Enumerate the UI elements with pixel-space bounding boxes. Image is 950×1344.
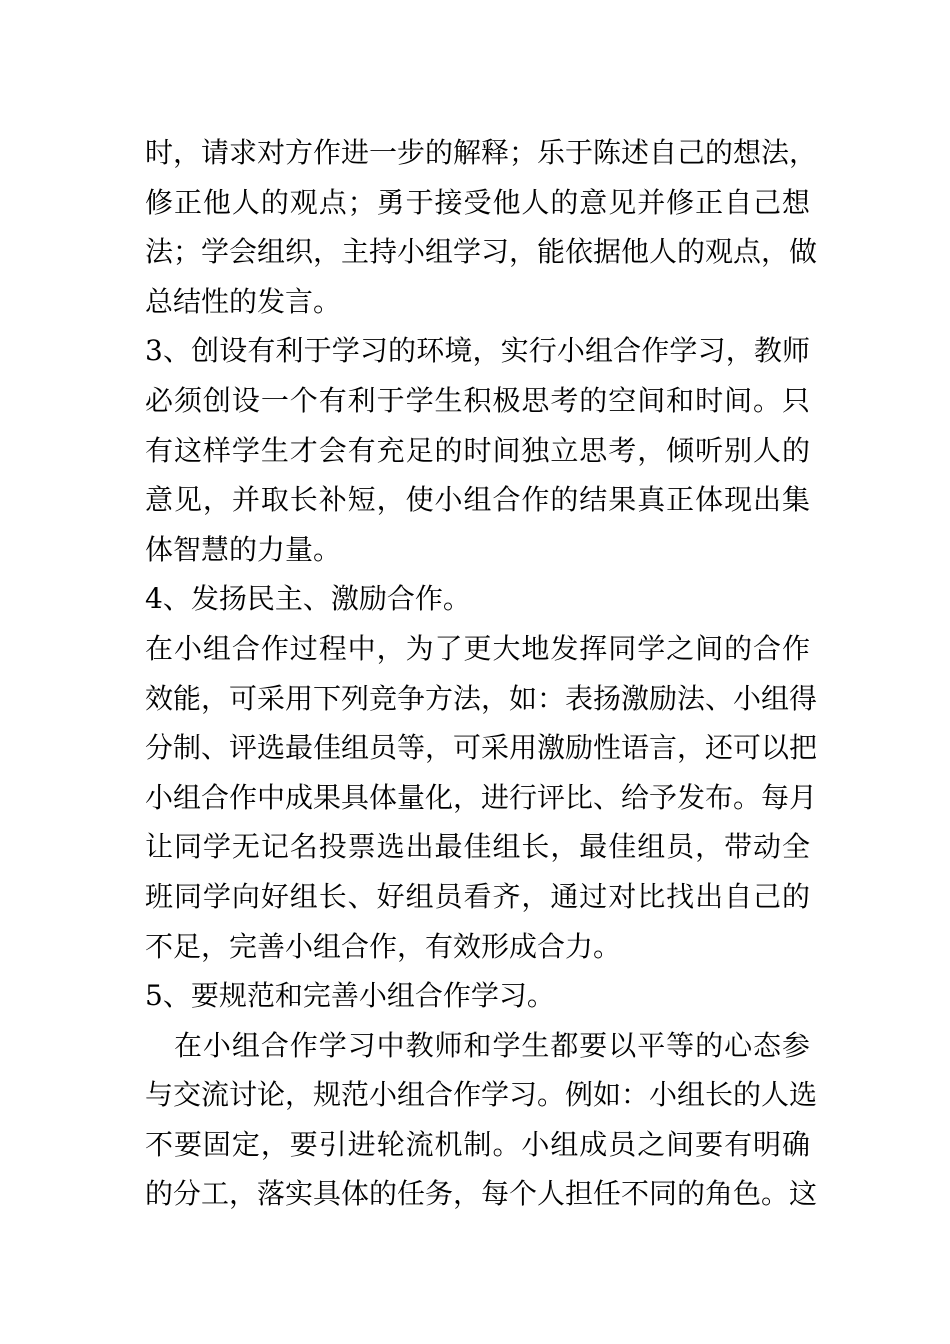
text-line: 不要固定，要引进轮流机制。小组成员之间要有明确 (145, 1127, 810, 1161)
text-line: 分制、评选最佳组员等，可采用激励性语言，还可以把 (145, 731, 818, 765)
text-line: 时，请求对方作进一步的解释；乐于陈述自己的想法， (145, 136, 818, 169)
text-line: 必须创设一个有利于学生积极思考的空间和时间。只 (145, 383, 810, 417)
text-line: 与交流讨论，规范小组合作学习。例如：小组长的人选 (145, 1078, 818, 1112)
text-line: 总结性的发言。 (145, 284, 342, 318)
text-line: 修正他人的观点；勇于接受他人的意见并修正自己想 (145, 185, 810, 219)
text-line: 4、发扬民主、激励合作。 (145, 582, 471, 616)
text-line: 3、创设有利于学习的环境，实行小组合作学习，教师 (145, 334, 810, 368)
body-text (145, 128, 818, 1219)
text-line: 有这样学生才会有充足的时间独立思考，倾听别人的 (145, 433, 810, 467)
text-line: 班同学向好组长、好组员看齐，通过对比找出自己的 (145, 879, 810, 913)
text-line: 小组合作中成果具体量化，进行评比、给予发布。每月 (145, 780, 818, 814)
text-line: 让同学无记名投票选出最佳组长，最佳组员，带动全 (145, 830, 810, 864)
text-line: 体智慧的力量。 (145, 532, 342, 566)
text-line: 意见，并取长补短，使小组合作的结果真正体现出集 (145, 483, 810, 517)
text-line: 不足，完善小组合作，有效形成合力。 (145, 929, 622, 963)
text-line: 在小组合作学习中教师和学生都要以平等的心态参 (145, 1028, 810, 1062)
text-line: 法；学会组织，主持小组学习，能依据他人的观点，做 (145, 235, 818, 269)
text-line: 5、要规范和完善小组合作学习。 (145, 979, 555, 1013)
text-line: 效能，可采用下列竞争方法，如：表扬激励法、小组得 (145, 681, 818, 715)
text-line: 在小组合作过程中，为了更大地发挥同学之间的合作 (145, 631, 810, 665)
text-line: 的分工，落实具体的任务，每个人担任不同的角色。这 (145, 1177, 818, 1211)
